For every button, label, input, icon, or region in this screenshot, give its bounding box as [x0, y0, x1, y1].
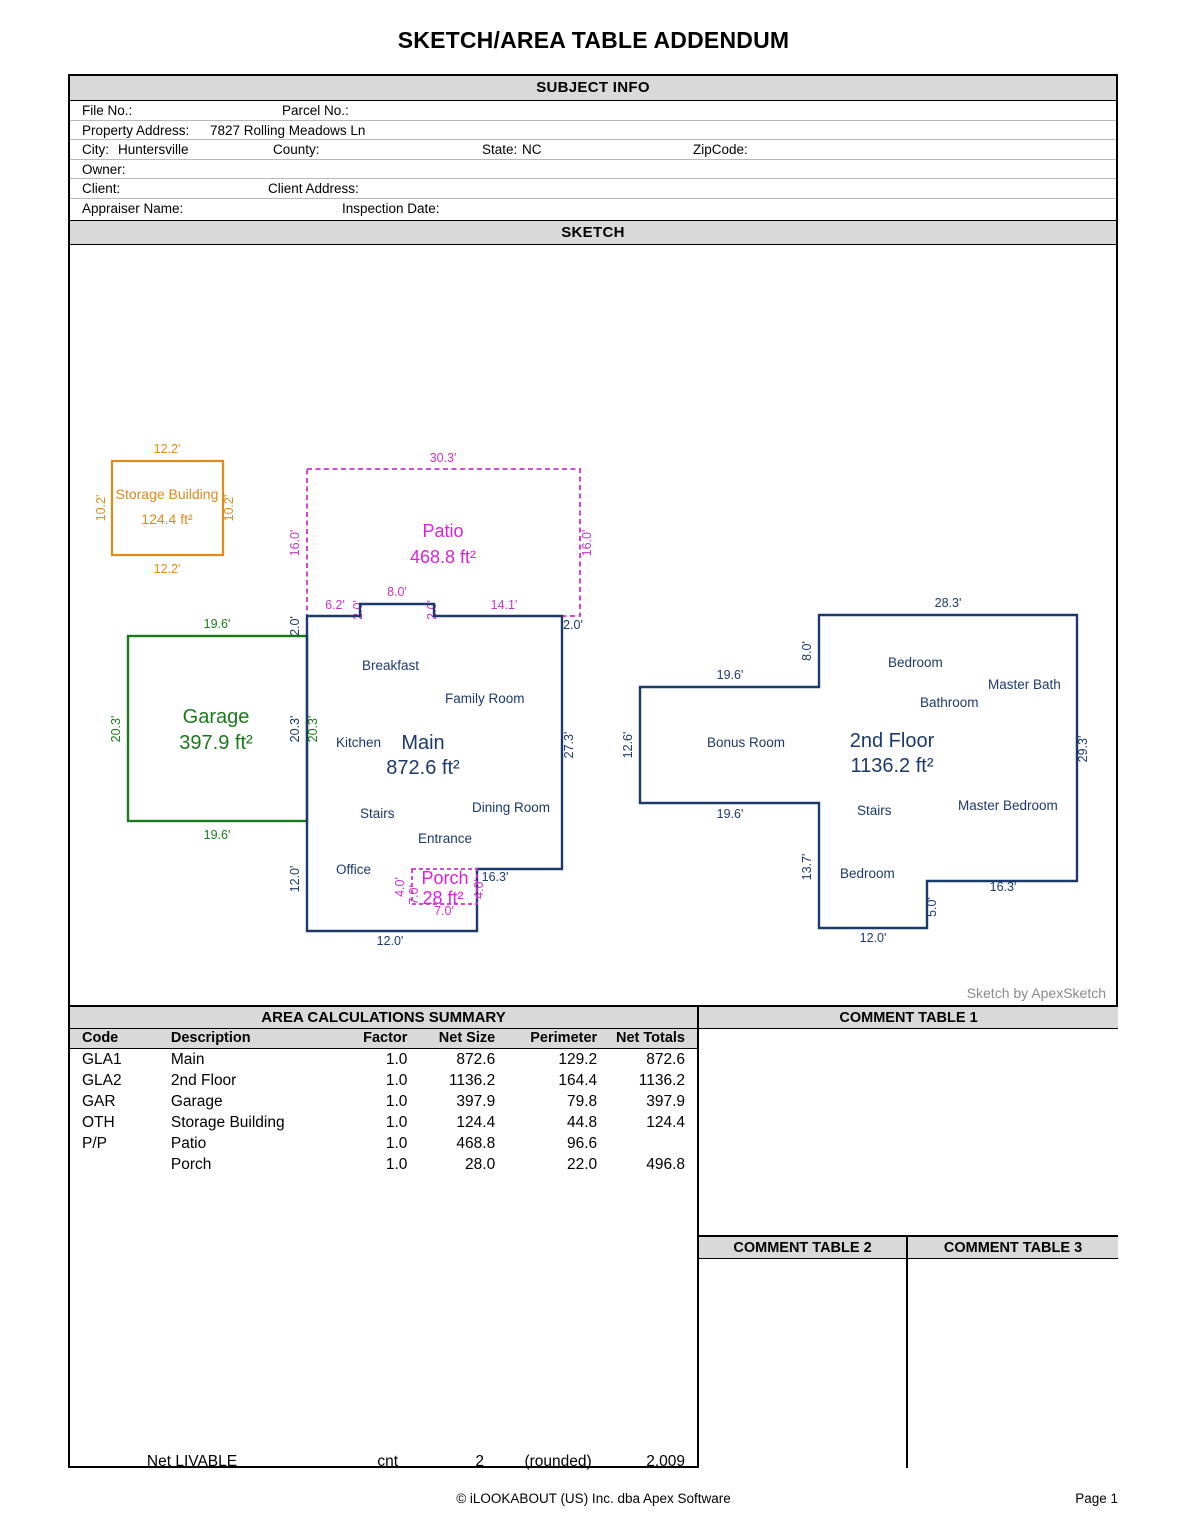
net-livable-total: 2,009 [646, 1453, 685, 1470]
comment-table-1-body[interactable] [699, 1029, 1118, 1235]
garage-area: 397.9 ft² [179, 732, 253, 754]
second-floor-area: 1136.2 ft² [850, 755, 934, 777]
main-dim-right-step: 2.0' [563, 618, 583, 632]
second-room-stairs: Stairs [857, 803, 892, 818]
cell-net-totals: 1136.2 [638, 1071, 685, 1089]
comment-table-3-body[interactable] [908, 1259, 1118, 1468]
porch-dim-left: 4.0' [393, 877, 407, 897]
storage-dim-top: 12.2' [153, 442, 181, 456]
subject-row-owner [70, 160, 1116, 180]
patio-dim-step1: 2.0' [351, 600, 365, 620]
cell-factor: 1.0 [385, 1071, 408, 1089]
cell-net-totals [603, 1133, 697, 1154]
cell-description: Garage [170, 1092, 223, 1110]
main-dim-right: 27.3' [562, 731, 576, 759]
garage-shape [128, 636, 307, 821]
porch-label: Porch [421, 868, 469, 888]
table-row [70, 1133, 697, 1154]
county-label: County: [273, 142, 320, 157]
comment-table-2-title: COMMENT TABLE 2 [699, 1237, 906, 1259]
footer-copyright: © iLOOKABOUT (US) Inc. dba Apex Software [456, 1491, 731, 1506]
cell-net-totals: 872.6 [646, 1050, 685, 1068]
cell-description: Storage Building [170, 1113, 285, 1131]
table-row [70, 1112, 697, 1133]
main-dim-left-upper: 2.0' [288, 616, 302, 636]
state-value: NC [522, 142, 542, 157]
area-calculations-table [70, 1029, 697, 1175]
main-room-dining: Dining Room [472, 800, 551, 815]
porch-area: 28 ft² [422, 888, 464, 908]
second-dim-notch-right: 16.3' [989, 880, 1017, 894]
storage-building-shape [112, 461, 223, 555]
patio-dim-seg-right: 14.1' [490, 598, 518, 612]
client-label: Client: [82, 181, 121, 196]
inspection-date-label: Inspection Date: [342, 200, 440, 216]
cell-code: P/P [82, 1134, 107, 1152]
patio-dim-seg-mid: 8.0' [387, 585, 407, 599]
header-net-totals: Net Totals [603, 1029, 697, 1049]
garage-dim-right: 20.3' [306, 715, 320, 743]
cell-code: GAR [82, 1092, 116, 1110]
main-room-breakfast: Breakfast [362, 658, 420, 673]
city-value: Huntersville [118, 142, 189, 157]
cell-net-size: 872.6 [456, 1050, 496, 1068]
patio-shape [307, 469, 580, 616]
net-livable-row [70, 1453, 697, 1471]
comment-table-1-title: COMMENT TABLE 1 [699, 1007, 1118, 1029]
cell-net-totals: 496.8 [646, 1155, 685, 1173]
main-dim-bottom: 12.0' [376, 934, 404, 948]
net-livable-count: 2 [475, 1453, 484, 1470]
net-livable-note: (rounded) [524, 1453, 592, 1470]
storage-dim-right: 10.2' [222, 494, 236, 522]
header-factor: Factor [332, 1029, 413, 1049]
second-room-bathroom: Bathroom [920, 695, 979, 710]
cell-factor: 1.0 [385, 1092, 408, 1110]
main-dim-notch-right: 16.3' [481, 870, 509, 884]
second-room-bonus: Bonus Room [707, 735, 786, 750]
second-room-bedroom-bot: Bedroom [840, 866, 895, 881]
property-address-label: Property Address: [82, 122, 190, 138]
main-label: Main [401, 732, 445, 754]
owner-label: Owner: [82, 161, 126, 177]
cell-description: Patio [170, 1134, 207, 1152]
comment-table-3 [908, 1237, 1118, 1468]
net-livable-label: Net LIVABLE [146, 1453, 238, 1470]
second-dim-wing-bottom: 19.6' [716, 807, 744, 821]
sketch-canvas [70, 245, 1116, 1007]
porch-dim-inner: 7.0' [407, 885, 421, 905]
main-room-office: Office [336, 862, 372, 877]
subject-info-banner: SUBJECT INFO [70, 76, 1116, 101]
zipcode-label: ZipCode: [693, 142, 748, 157]
parcel-no-label: Parcel No.: [282, 103, 349, 118]
patio-label: Patio [422, 521, 464, 541]
second-room-bedroom-top: Bedroom [888, 655, 943, 670]
table-row [70, 1049, 697, 1071]
cell-net-size: 1136.2 [448, 1071, 496, 1089]
city-label: City: [82, 142, 109, 157]
cell-description: Porch [170, 1155, 212, 1173]
cell-net-size: 124.4 [456, 1113, 496, 1131]
cell-factor: 1.0 [385, 1155, 408, 1173]
second-room-master-bath: Master Bath [988, 677, 1061, 692]
subject-row-address [70, 121, 1116, 141]
cell-code [70, 1154, 151, 1175]
sketch-credit: Sketch by ApexSketch [966, 985, 1106, 1001]
cell-net-size: 28.0 [465, 1155, 496, 1173]
table-row [70, 1091, 697, 1112]
cell-perimeter: 44.8 [567, 1113, 598, 1131]
garage-label: Garage [182, 706, 250, 728]
main-room-kitchen: Kitchen [336, 735, 382, 750]
table-row [70, 1070, 697, 1091]
table-row [70, 1154, 697, 1175]
second-dim-right: 29.3' [1076, 735, 1090, 763]
cell-factor: 1.0 [385, 1050, 408, 1068]
cell-net-totals: 397.9 [646, 1092, 685, 1110]
patio-area: 468.8 ft² [409, 547, 477, 567]
cell-factor: 1.0 [385, 1113, 408, 1131]
area-calculations-title: AREA CALCULATIONS SUMMARY [70, 1007, 697, 1029]
main-dim-left-mid: 20.3' [288, 715, 302, 743]
comment-table-1 [699, 1007, 1118, 1237]
patio-dim-left: 16.0' [288, 529, 302, 557]
header-perimeter: Perimeter [501, 1029, 603, 1049]
cell-perimeter: 129.2 [558, 1050, 598, 1068]
cell-code: GLA2 [82, 1071, 122, 1089]
main-dim-left-lower: 12.0' [288, 865, 302, 893]
cell-description: 2nd Floor [170, 1071, 237, 1089]
storage-dim-left: 10.2' [94, 494, 108, 522]
cell-perimeter: 22.0 [567, 1155, 598, 1173]
main-room-stairs: Stairs [360, 806, 395, 821]
cell-factor: 1.0 [385, 1134, 408, 1152]
comment-table-3-title: COMMENT TABLE 3 [908, 1237, 1118, 1259]
main-room-entrance: Entrance [418, 831, 473, 846]
cell-code: GLA1 [82, 1050, 122, 1068]
second-dim-wing-left: 12.6' [621, 731, 635, 759]
header-net-size: Net Size [413, 1029, 501, 1049]
second-floor-label: 2nd Floor [849, 730, 935, 752]
comment-table-2-body[interactable] [699, 1259, 906, 1468]
comment-table-2 [699, 1237, 908, 1468]
porch-dim-right: 4.0' [472, 879, 486, 899]
sketch-banner: SKETCH [70, 220, 1116, 245]
cell-code: OTH [82, 1113, 115, 1131]
footer-page-number: Page 1 [1075, 1491, 1118, 1506]
second-dim-stem-left: 13.7' [800, 853, 814, 881]
second-room-master-bed: Master Bedroom [958, 798, 1058, 813]
document-frame [68, 74, 1118, 1468]
main-area: 872.6 ft² [386, 757, 460, 779]
cell-net-size: 468.8 [456, 1134, 496, 1152]
page-title: SKETCH/AREA TABLE ADDENDUM [397, 27, 790, 53]
patio-dim-top: 30.3' [429, 451, 457, 465]
cell-perimeter: 79.8 [567, 1092, 598, 1110]
table-header-row [70, 1029, 697, 1049]
subject-row-city [70, 140, 1116, 160]
second-dim-step-left: 8.0' [800, 641, 814, 661]
subject-row-client [70, 179, 1116, 199]
cell-perimeter: 164.4 [558, 1071, 598, 1089]
storage-building-area: 124.4 ft² [141, 511, 193, 527]
patio-dim-right: 16.0' [580, 529, 594, 557]
cell-perimeter: 96.6 [567, 1134, 598, 1152]
area-calculations-panel [70, 1007, 699, 1468]
subject-row-appraiser [70, 199, 1116, 219]
garage-dim-left: 20.3' [109, 715, 123, 743]
cell-description: Main [170, 1050, 205, 1068]
subject-row-file [70, 101, 1116, 121]
property-address-value: 7827 Rolling Meadows Ln [210, 122, 366, 138]
header-code: Code [70, 1029, 151, 1049]
second-dim-top: 28.3' [934, 596, 962, 610]
client-address-label: Client Address: [268, 181, 359, 196]
second-dim-wing-top: 19.6' [716, 668, 744, 682]
appraiser-name-label: Appraiser Name: [82, 200, 184, 216]
patio-dim-seg-left: 6.2' [325, 598, 345, 612]
second-dim-bottom: 12.0' [859, 931, 887, 945]
second-dim-notch-up: 5.0' [925, 897, 939, 917]
garage-dim-bottom: 19.6' [203, 828, 231, 842]
garage-dim-top: 19.6' [203, 617, 231, 631]
header-description: Description [151, 1029, 333, 1049]
storage-dim-bottom: 12.2' [153, 562, 181, 576]
file-no-label: File No.: [82, 103, 133, 118]
cell-net-size: 397.9 [456, 1092, 496, 1110]
storage-building-label: Storage Building [115, 486, 219, 502]
patio-dim-step2: 2.0' [425, 600, 439, 620]
cell-net-totals: 124.4 [646, 1113, 685, 1131]
main-room-family: Family Room [445, 691, 525, 706]
state-label: State: [482, 142, 518, 157]
porch-dim-bottom: 7.0' [434, 904, 454, 918]
net-livable-factor: cnt [377, 1453, 399, 1470]
